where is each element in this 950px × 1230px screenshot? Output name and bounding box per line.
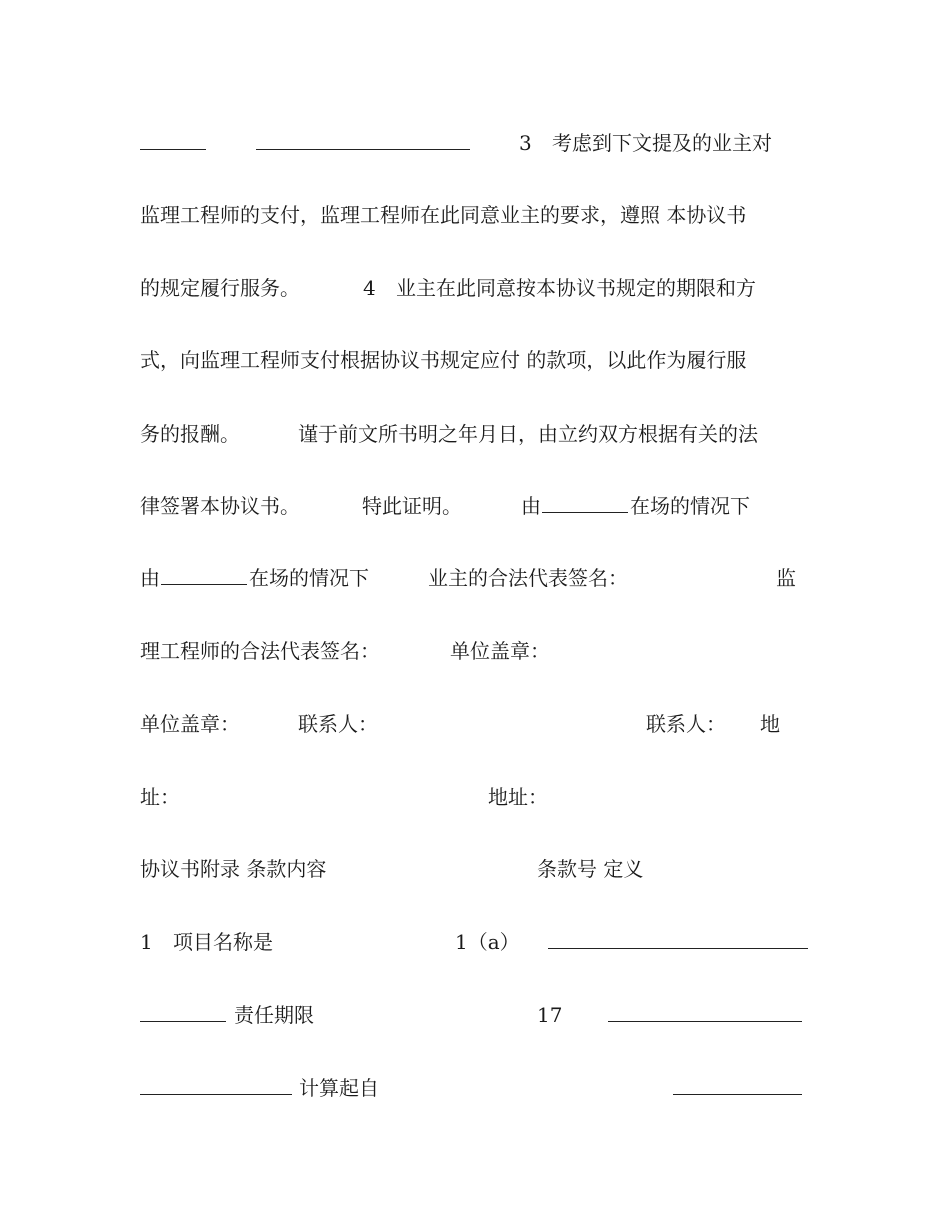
appendix-heading: 协议书附录 条款内容 [140,857,327,881]
clause-number: 4 [363,276,376,300]
seal-label: 单位盖章： [140,712,240,736]
paragraph-text: 业主在此同意按本协议书规定的期限和方 [396,276,756,300]
paragraph-text: 考虑到下文提及的业主对 [552,131,772,155]
address-label: 地址： [488,785,548,809]
fill-blank [140,1094,292,1095]
witness-by: 由 [521,494,541,518]
witness-present: 在场的情况下 [249,566,369,590]
contact-label: 联系人： [646,712,726,736]
fill-blank [608,1021,802,1022]
text-line-4 [0,345,950,375]
text-line-6 [0,491,950,521]
paragraph-text: 的规定履行服务。 [140,276,300,300]
witness-present: 在场的情况下 [630,494,750,518]
text-line-10 [0,782,950,812]
paragraph-text: 谨于前文所书明之年月日，由立约双方根据有关的法 [298,422,758,446]
text-line-3 [0,273,950,303]
paragraph-text: 务的报酬。 [140,422,240,446]
witness-by: 由 [140,566,160,590]
fill-blank [256,149,470,150]
fill-blank [140,149,206,150]
clause-definition-heading: 条款号 定义 [537,857,644,881]
clause-number: 3 [519,131,532,155]
text-line-1 [0,128,950,158]
text-line-2 [0,200,950,230]
paragraph-text: 式，向监理工程师支付根据协议书规定应付 的款项，以此作为履行服 [140,348,747,372]
fill-blank [673,1094,802,1095]
text-line-7 [0,563,950,593]
paragraph-text: 监 [776,566,796,590]
text-line-14 [0,1073,950,1103]
witness-blank [161,584,247,585]
item-number: 1 [140,930,153,954]
calculation-start-label: 计算起自 [299,1076,379,1100]
text-line-9 [0,709,950,739]
owner-signature-label: 业主的合法代表签名： [428,566,628,590]
witness-blank [542,512,628,513]
liability-period-label: 责任期限 [234,1003,314,1027]
address-label: 址： [140,785,180,809]
paragraph-text: 监理工程师的支付，监理工程师在此同意业主的要求，遵照 本协议书 [140,203,747,227]
contact-label: 联系人： [298,712,378,736]
text-line-5 [0,419,950,449]
text-line-8 [0,636,950,666]
clause-number: 1（a） [455,930,520,954]
text-line-11 [0,854,950,884]
fill-blank [548,948,808,949]
text-line-12 [0,927,950,957]
paragraph-text: 律签署本协议书。 [140,494,300,518]
seal-label: 单位盖章： [450,639,550,663]
engineer-signature-label: 理工程师的合法代表签名： [140,639,380,663]
fill-blank [140,1021,226,1022]
clause-number: 17 [537,1003,563,1027]
witness-text: 特此证明。 [362,494,462,518]
project-name-label: 项目名称是 [173,930,273,954]
text-line-13 [0,1000,950,1030]
paragraph-text: 地 [760,712,780,736]
